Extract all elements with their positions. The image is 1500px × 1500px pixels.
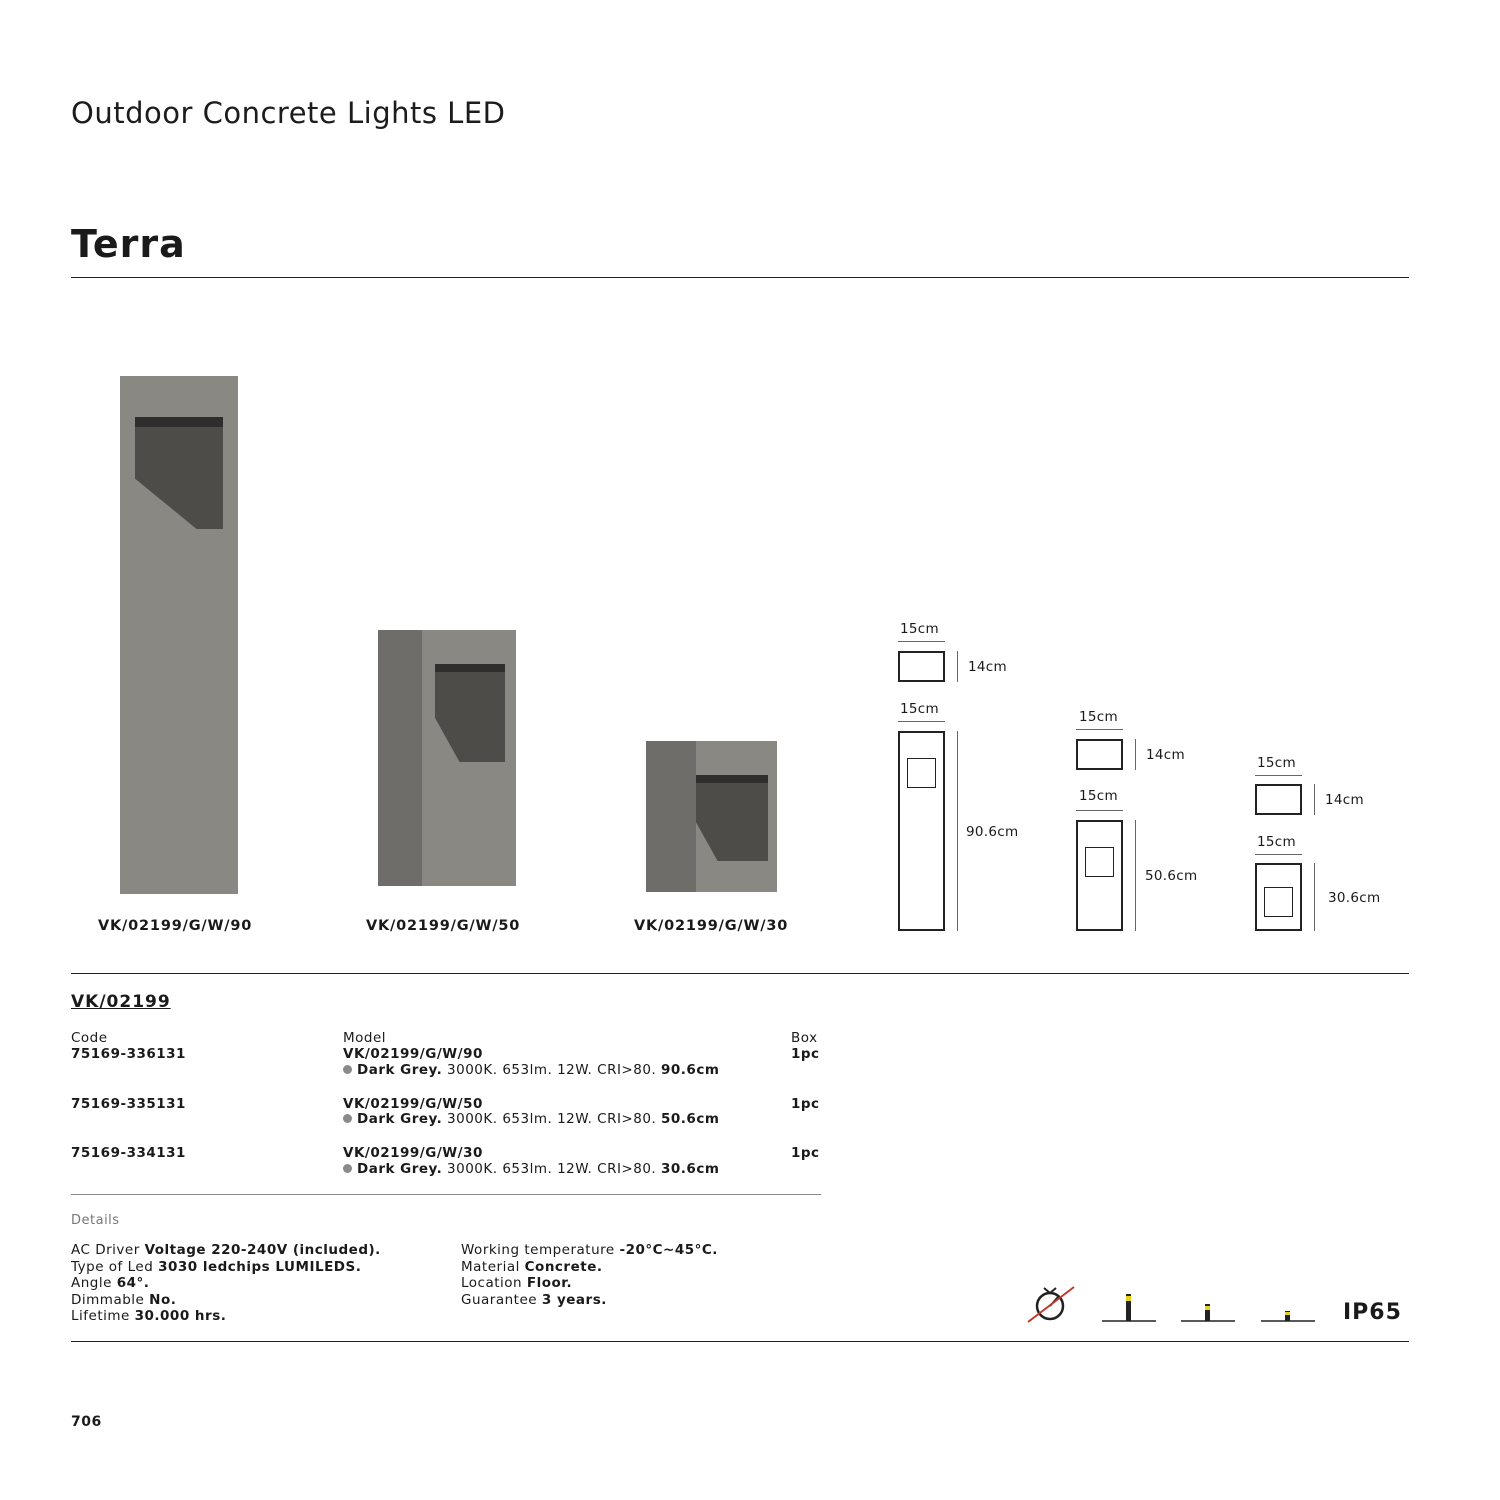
- detail-guarantee: Guarantee 3 years.: [461, 1291, 607, 1308]
- product-image-50: [378, 630, 516, 886]
- row-code: 75169-334131: [71, 1145, 186, 1161]
- row-code: 75169-335131: [71, 1096, 186, 1112]
- dim-depth: 14cm: [1325, 792, 1364, 808]
- bollard-tall-icon: [1102, 1290, 1156, 1324]
- row-size: 30.6cm: [661, 1161, 720, 1177]
- detail-led-type: Type of Led 3030 ledchips LUMILEDS.: [71, 1258, 362, 1275]
- dim-height: 50.6cm: [1145, 868, 1198, 884]
- row-size: 90.6cm: [661, 1062, 720, 1078]
- product-image-90: [120, 376, 238, 894]
- detail-dimmable: Dimmable No.: [71, 1291, 177, 1308]
- details-left: [71, 1242, 381, 1325]
- no-dimmer-icon: [1026, 1284, 1076, 1324]
- row-box: 1pc: [791, 1096, 820, 1112]
- dim-depth: 14cm: [1146, 747, 1185, 763]
- row-model: VK/02199/G/W/90: [343, 1046, 483, 1062]
- light-window: [1085, 847, 1114, 877]
- ip-rating: IP65: [1343, 1300, 1402, 1325]
- dim-top-width: 15cm: [900, 621, 939, 637]
- color-swatch: [343, 1164, 352, 1173]
- top-view-box: [1255, 784, 1302, 815]
- dim-front-width: 15cm: [900, 701, 939, 717]
- dim-height: 30.6cm: [1328, 890, 1381, 906]
- row-spec: [343, 1111, 719, 1127]
- product-label-30: VK/02199/G/W/30: [634, 918, 789, 934]
- row-model: VK/02199/G/W/50: [343, 1096, 483, 1112]
- dim-front-width: 15cm: [1257, 834, 1296, 850]
- detail-material: Material Concrete.: [461, 1258, 603, 1275]
- row-spec: [343, 1161, 719, 1177]
- dim-front-width: 15cm: [1079, 788, 1118, 804]
- row-spec-text: 3000K. 653lm. 12W. CRI>80.: [442, 1111, 662, 1127]
- row-color: Dark Grey.: [357, 1111, 443, 1127]
- product-label-50: VK/02199/G/W/50: [366, 918, 521, 934]
- detail-working-temp: Working temperature -20°C~45°C.: [461, 1242, 718, 1258]
- row-box: 1pc: [791, 1145, 820, 1161]
- front-view-box: [1076, 820, 1123, 931]
- row-box: 1pc: [791, 1046, 820, 1062]
- dim-top-width: 15cm: [1079, 709, 1118, 725]
- row-color: Dark Grey.: [357, 1062, 443, 1078]
- front-view-box: [1255, 863, 1302, 931]
- table-divider: [71, 1194, 821, 1195]
- row-color: Dark Grey.: [357, 1161, 443, 1177]
- color-swatch: [343, 1114, 352, 1123]
- row-spec: [343, 1062, 719, 1078]
- product-image-30: [646, 741, 777, 892]
- light-window: [907, 758, 936, 788]
- detail-lifetime: Lifetime 30.000 hrs.: [71, 1308, 227, 1324]
- category-title: Outdoor Concrete Lights LED: [71, 96, 506, 130]
- bollard-medium-icon: [1181, 1290, 1235, 1324]
- dim-height: 90.6cm: [966, 824, 1019, 840]
- header-code: Code: [71, 1030, 108, 1046]
- header-divider: [71, 277, 1409, 278]
- series-title: Terra: [71, 222, 186, 266]
- footer-divider: [71, 1341, 1409, 1342]
- detail-angle: Angle 64°.: [71, 1275, 150, 1291]
- top-view-box: [898, 651, 945, 682]
- dim-depth: 14cm: [968, 659, 1007, 675]
- light-window: [1264, 887, 1293, 917]
- details-right: [461, 1242, 718, 1308]
- bollard-short-icon: [1261, 1290, 1315, 1324]
- family-code: VK/02199: [71, 992, 171, 1012]
- detail-ac-driver: AC Driver Voltage 220-240V (included).: [71, 1242, 381, 1258]
- header-model: Model: [343, 1030, 387, 1046]
- row-model: VK/02199/G/W/30: [343, 1145, 483, 1161]
- product-label-90: VK/02199/G/W/90: [98, 918, 253, 934]
- row-code: 75169-336131: [71, 1046, 186, 1062]
- dim-top-width: 15cm: [1257, 755, 1296, 771]
- header-box: Box: [791, 1030, 818, 1046]
- row-spec-text: 3000K. 653lm. 12W. CRI>80.: [442, 1062, 662, 1078]
- page-number: 706: [71, 1414, 102, 1430]
- details-label: Details: [71, 1213, 120, 1228]
- section-divider: [71, 973, 1409, 974]
- row-size: 50.6cm: [661, 1111, 720, 1127]
- top-view-box: [1076, 739, 1123, 770]
- row-spec-text: 3000K. 653lm. 12W. CRI>80.: [442, 1161, 662, 1177]
- detail-location: Location Floor.: [461, 1275, 573, 1291]
- front-view-box: [898, 731, 945, 931]
- color-swatch: [343, 1065, 352, 1074]
